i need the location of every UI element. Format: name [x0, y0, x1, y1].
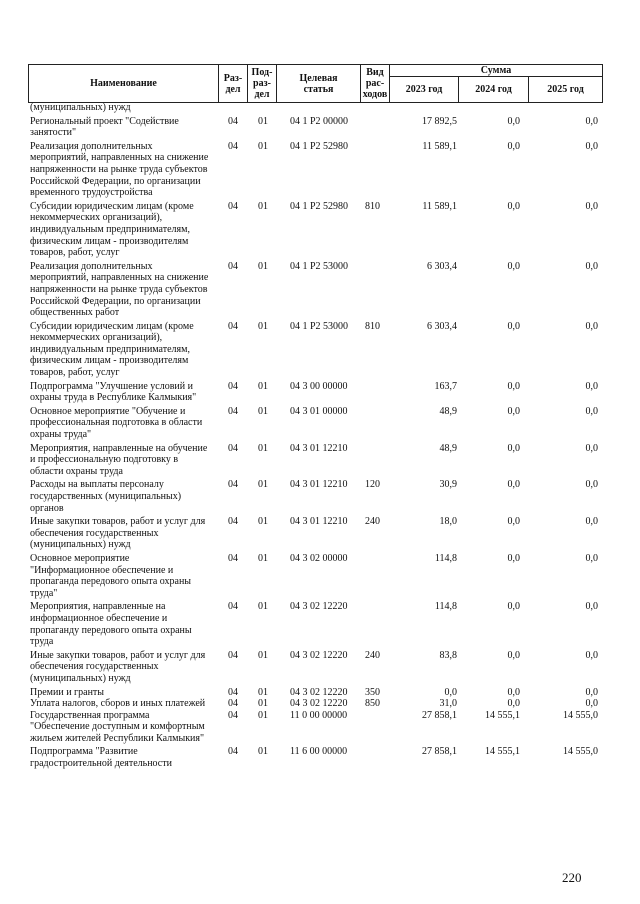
celevaya-statya-cell: 04 1 P2 52980: [290, 140, 349, 152]
celevaya-statya-cell: 04 3 02 12220: [290, 601, 348, 613]
celevaya-statya-cell: 04 1 P2 53000: [290, 320, 349, 332]
sum-2025-cell: 0,0: [585, 649, 598, 661]
sum-2024-cell: 0,0: [507, 686, 520, 698]
podrazdel-cell: 01: [258, 601, 268, 613]
sum-2024-cell: 0,0: [507, 698, 520, 710]
razdel-cell: 04: [228, 442, 238, 454]
sum-2025-cell: 0,0: [585, 200, 598, 212]
sum-2023-cell: 163,7: [434, 380, 457, 392]
razdel-cell: 04: [228, 649, 238, 661]
sum-2024-cell: 14 555,1: [485, 709, 520, 721]
sum-2023-cell: 27 858,1: [422, 746, 457, 758]
table-body: [28, 102, 602, 772]
table-row: [28, 261, 602, 319]
podrazdel-cell: 01: [258, 686, 268, 698]
name-cell: Подпрограмма "Развитие градостроительной деятельности: [30, 746, 172, 770]
name-cell: Региональный проект "Содействие занятости": [30, 115, 179, 139]
sum-2023-cell: 114,8: [434, 601, 457, 613]
celevaya-statya-cell: 04 1 P2 52980: [290, 200, 349, 212]
sum-2024-cell: 0,0: [507, 552, 520, 564]
header-razdel: Раз- дел: [219, 65, 248, 103]
table-row: [28, 321, 602, 379]
table-row: [28, 141, 602, 199]
sum-2023-cell: 18,0: [439, 516, 457, 528]
podrazdel-cell: 01: [258, 380, 268, 392]
sum-2025-cell: 0,0: [585, 479, 598, 491]
sum-2023-cell: 6 303,4: [427, 320, 457, 332]
sum-2023-cell: 6 303,4: [427, 260, 457, 272]
vid-rashodov-cell: 240: [365, 649, 380, 661]
table-row: [28, 516, 602, 551]
sum-2023-cell: 48,9: [439, 442, 457, 454]
razdel-cell: 04: [228, 709, 238, 721]
name-cell: Субсидии юридическим лицам (кроме некоммерческих организаций), индивидуальным предпринимателям, физическим лицам - производителям товаров, работ, услуг: [30, 200, 194, 259]
vid-rashodov-cell: 350: [365, 686, 380, 698]
sum-2023-cell: 11 589,1: [422, 140, 457, 152]
sum-2024-cell: 0,0: [507, 380, 520, 392]
name-cell: Премии и гранты: [30, 686, 105, 698]
podrazdel-cell: 01: [258, 320, 268, 332]
vid-rashodov-cell: 810: [365, 200, 380, 212]
podrazdel-cell: 01: [258, 140, 268, 152]
table-row: [28, 102, 602, 114]
name-cell: Расходы на выплаты персоналу государственных (муниципальных) органов: [30, 479, 182, 514]
podrazdel-cell: 01: [258, 698, 268, 710]
table-row: [28, 746, 602, 769]
celevaya-statya-cell: 04 3 02 12220: [290, 649, 348, 661]
table-row: [28, 443, 602, 478]
sum-2024-cell: 0,0: [507, 601, 520, 613]
podrazdel-cell: 01: [258, 552, 268, 564]
sum-2023-cell: 17 892,5: [422, 115, 457, 127]
podrazdel-cell: 01: [258, 115, 268, 127]
podrazdel-cell: 01: [258, 649, 268, 661]
sum-2024-cell: 14 555,1: [485, 746, 520, 758]
vid-rashodov-cell: 240: [365, 516, 380, 528]
table-row: [28, 201, 602, 259]
name-cell: Подпрограмма "Улучшение условий и охраны труда в Республике Калмыкия": [30, 380, 197, 404]
razdel-cell: 04: [228, 552, 238, 564]
sum-2025-cell: 0,0: [585, 601, 598, 613]
name-cell: Мероприятия, направленные на информационное обеспечение и пропаганду передового опыта охраны труда: [30, 601, 192, 648]
razdel-cell: 04: [228, 115, 238, 127]
table-row: [28, 650, 602, 685]
sum-2024-cell: 0,0: [507, 140, 520, 152]
sum-2024-cell: 0,0: [507, 516, 520, 528]
razdel-cell: 04: [228, 698, 238, 710]
sum-2025-cell: 14 555,0: [563, 746, 598, 758]
table-header: [28, 64, 603, 103]
celevaya-statya-cell: 11 0 00 00000: [290, 709, 348, 721]
sum-2023-cell: 11 589,1: [422, 200, 457, 212]
vid-rashodov-cell: 120: [365, 479, 380, 491]
razdel-cell: 04: [228, 200, 238, 212]
sum-2025-cell: 0,0: [585, 320, 598, 332]
table-row: [28, 406, 602, 441]
name-cell: Основное мероприятие "Обучение и профессиональная подготовка в области охраны труда": [30, 405, 203, 441]
podrazdel-cell: 01: [258, 516, 268, 528]
sum-2023-cell: 27 858,1: [422, 709, 457, 721]
name-cell: (муниципальных) нужд: [30, 102, 131, 113]
sum-2025-cell: 0,0: [585, 516, 598, 528]
razdel-cell: 04: [228, 746, 238, 758]
razdel-cell: 04: [228, 516, 238, 528]
celevaya-statya-cell: 11 6 00 00000: [290, 746, 348, 758]
sum-2024-cell: 0,0: [507, 260, 520, 272]
sum-2024-cell: 0,0: [507, 479, 520, 491]
name-cell: Мероприятия, направленные на обучение и профессиональную подготовку в области охраны труда: [30, 442, 208, 477]
table-row: [28, 601, 602, 647]
celevaya-statya-cell: 04 1 P2 00000: [290, 115, 349, 127]
sum-2023-cell: 0,0: [444, 686, 457, 698]
page-number: 220: [562, 870, 582, 885]
table-row: [28, 710, 602, 745]
header-celevaya-statya: Целевая статья: [277, 65, 361, 103]
podrazdel-cell: 01: [258, 709, 268, 721]
name-cell: Основное мероприятие "Информационное обеспечение и пропаганда передового опыта охраны труда": [30, 552, 192, 599]
celevaya-statya-cell: 04 3 02 12220: [290, 686, 348, 698]
sum-2023-cell: 31,0: [439, 698, 457, 710]
razdel-cell: 04: [228, 140, 238, 152]
name-cell: Иные закупки товаров, работ и услуг для обеспечения государственных (муниципальных) нужд: [30, 516, 206, 551]
razdel-cell: 04: [228, 686, 238, 698]
table-row: [28, 116, 602, 139]
sum-2024-cell: 0,0: [507, 320, 520, 332]
header-summa: Сумма: [390, 65, 603, 77]
vid-rashodov-cell: 810: [365, 320, 380, 332]
celevaya-statya-cell: 04 3 01 12210: [290, 442, 348, 454]
podrazdel-cell: 01: [258, 200, 268, 212]
sum-2024-cell: 0,0: [507, 649, 520, 661]
podrazdel-cell: 01: [258, 442, 268, 454]
celevaya-statya-cell: 04 3 00 00000: [290, 380, 348, 392]
sum-2025-cell: 0,0: [585, 405, 598, 417]
table-row: [28, 381, 602, 404]
sum-2025-cell: 0,0: [585, 260, 598, 272]
celevaya-statya-cell: 04 3 01 12210: [290, 479, 348, 491]
sum-2024-cell: 0,0: [507, 405, 520, 417]
razdel-cell: 04: [228, 260, 238, 272]
table-row: [28, 479, 602, 514]
sum-2023-cell: 30,9: [439, 479, 457, 491]
header-podrazdel: Под- раз- дел: [248, 65, 277, 103]
name-cell: Уплата налогов, сборов и иных платежей: [30, 698, 206, 710]
table-row: [28, 698, 602, 710]
header-naimenovanie: Наименование: [29, 65, 219, 103]
header-year-2024: 2024 год: [459, 77, 529, 103]
celevaya-statya-cell: 04 3 02 00000: [290, 552, 348, 564]
podrazdel-cell: 01: [258, 479, 268, 491]
razdel-cell: 04: [228, 601, 238, 613]
sum-2025-cell: 0,0: [585, 380, 598, 392]
celevaya-statya-cell: 04 1 P2 53000: [290, 260, 349, 272]
podrazdel-cell: 01: [258, 405, 268, 417]
name-cell: Реализация дополнительных мероприятий, направленных на снижение напряженности на рынке труда субъектов Российской Федерации, по организации общественных работ: [30, 260, 209, 319]
table-row: [28, 553, 602, 599]
sum-2025-cell: 0,0: [585, 115, 598, 127]
name-cell: Государственная программа "Обеспечение доступным и комфортным жильем жителей Республики Калмыкия": [30, 709, 205, 744]
header-vid-rashodov: Вид рас- ходов: [361, 65, 390, 103]
vid-rashodov-cell: 850: [365, 698, 380, 710]
sum-2025-cell: 0,0: [585, 140, 598, 152]
sum-2025-cell: 0,0: [585, 686, 598, 698]
razdel-cell: 04: [228, 479, 238, 491]
celevaya-statya-cell: 04 3 02 12220: [290, 698, 348, 710]
razdel-cell: 04: [228, 380, 238, 392]
sum-2024-cell: 0,0: [507, 200, 520, 212]
sum-2023-cell: 83,8: [439, 649, 457, 661]
razdel-cell: 04: [228, 320, 238, 332]
podrazdel-cell: 01: [258, 746, 268, 758]
sum-2024-cell: 0,0: [507, 115, 520, 127]
header-year-2023: 2023 год: [390, 77, 459, 103]
sum-2025-cell: 0,0: [585, 552, 598, 564]
sum-2024-cell: 0,0: [507, 442, 520, 454]
sum-2025-cell: 0,0: [585, 698, 598, 710]
podrazdel-cell: 01: [258, 260, 268, 272]
name-cell: Иные закупки товаров, работ и услуг для обеспечения государственных (муниципальных) нужд: [30, 649, 206, 684]
name-cell: Субсидии юридическим лицам (кроме некоммерческих организаций), индивидуальным предпринимателям, физическим лицам - производителям товаров, работ, услуг: [30, 320, 194, 379]
sum-2023-cell: 114,8: [434, 552, 457, 564]
celevaya-statya-cell: 04 3 01 00000: [290, 405, 348, 417]
header-year-2025: 2025 год: [529, 77, 603, 103]
sum-2023-cell: 48,9: [439, 405, 457, 417]
table-row: [28, 687, 602, 699]
name-cell: Реализация дополнительных мероприятий, направленных на снижение напряженности на рынке труда субъектов Российской Федерации, по организации временного трудоустройства: [30, 140, 209, 199]
sum-2025-cell: 14 555,0: [563, 709, 598, 721]
celevaya-statya-cell: 04 3 01 12210: [290, 516, 348, 528]
sum-2025-cell: 0,0: [585, 442, 598, 454]
razdel-cell: 04: [228, 405, 238, 417]
